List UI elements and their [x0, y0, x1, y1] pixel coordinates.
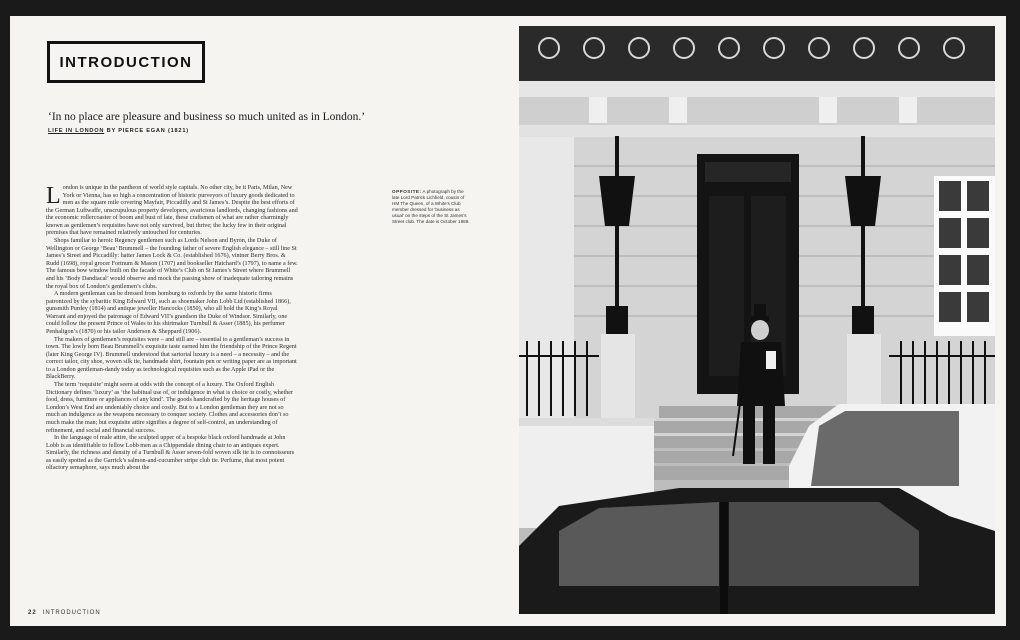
chapter-title-box — [47, 41, 205, 83]
page-number: 22 — [28, 610, 37, 616]
epigraph-quote: ‘In no place are pleasure and business so much united as in London.’ — [48, 111, 366, 123]
running-footer: INTRODUCTION — [42, 610, 101, 616]
body-paragraph: Shops familiar to heroic Regency gentlemen such as Lords Nelson and Byron, the Duke of Wellington or George ‘Beau’ Brummell – the founding father of severe English elegance – still line St James’s Street and Piccadilly: hatter James Lock & Co. (established 1676), vintner Berry Bros. & Rudd (1698), royal grocer Fortnum & Mason (1707) and bookseller Hatchard’s (1797), to name a few. The famous bow window built on the facade of White’s Club on St James’s Street where Brummell and his ‘Body Dandiacal’ would observe and mock the passing show of inadequate tailoring remains the royal box of London’s gentlemen’s clubs. — [46, 238, 298, 290]
body-paragraph: The term ‘requisite’ might seem at odds with the concept of a luxury. The Oxford English Dictionary defines ‘luxury’ as ‘the habitual use of, or indulgence in what is choice or costly, whether food, dress, furniture or appliances of any kind’. The goods handcrafted by the heritage houses of London’s West End are undeniably choice and costly. But to a London gentleman they are not so much an indulgence as the weapons necessary to conquer society. Clothes and accessories don’t so much make the man; but exquisite attire signifies a degree of self-control, an understanding of refinement, and social and financial success. — [46, 382, 294, 434]
club-photograph — [519, 26, 995, 614]
photo-caption — [392, 189, 470, 225]
drop-cap: L — [46, 183, 61, 209]
epigraph-source — [48, 128, 189, 134]
body-paragraph: The makers of gentlemen’s requisites were – and still are – essential to a gentleman’s success in town. The lowly born Beau Brummell’s exquisite taste earned him the friendship of the Prince Regent (later King George IV). Brummell understood that sartorial luxury is a need – a necessity – and the correct tailor, city shoe, woven silk tie, handmade shirt, fountain pen or writing paper are as important to a London gentleman-dandy today as technological requisites such as the Apple iPad or the BlackBerry. — [46, 336, 297, 381]
book-spread — [10, 16, 1006, 626]
page-folio — [28, 610, 101, 616]
body-paragraph: London is unique in the pantheon of world style capitals. No other city, be it Paris, Milan, New York or Vienna, has so high a concentration of historic purveyors of luxury goods dedicated to men as the square mile covering Mayfair, Piccadilly and St James’s. Despite the best efforts of the German Luftwaffe, unscrupulous property developers, avaricious landlords, changing fashions and the economic rollercoaster of boom and bust of late, these craftsmen of what are rather charmingly known as gentlemen’s requisites have not only survived, but thrive; the lucky few in their original premises that have remained relatively untouched for centuries. — [46, 183, 298, 237]
body-text-column — [46, 185, 298, 473]
body-paragraph: A modern gentleman can be dressed from homburg to oxfords by the same historic firms patronized by the sybaritic King Edward VII, such as shoemaker John Lobb Ltd (established 1866), gunsmith Purdey (1814) and antique jeweller Hancocks (1850), who all hold the King’s Royal Warrant and enjoyed the patronage of Edward VII’s grandson the Duke of Windsor. Similarly, one could follow the present Prince of Wales to his shirtmaker Turnbull & Asser (1885), his perfumer Penhaligon’s (1870) or his tailor Anderson & Sheppard (1906). — [46, 291, 291, 335]
body-paragraph: In the language of male attire, the sculpted upper of a bespoke black oxford handmade at John Lobb is as identifiable to fellow Lobb men as a Chippendale dining chair to an antiques expert. Similarly, the richness and density of a Turnbull & Asser seven-fold woven silk tie is to connoisseurs as easily spotted as the Garrick’s salmon-and-cucumber stripe club tie. Perfume, that most potent olfactory semaphore, says much about the — [46, 435, 295, 472]
caption-text: A photograph by the late Lord Patrick Lichfield, cousin of HM The Queen, of a White’s Club member dressed for ‘business as usual’ on the steps of the St James’s Street club. The date is October 1989. — [392, 189, 470, 224]
photograph-illustration — [519, 26, 995, 614]
source-author: BY PIERCE EGAN (1821) — [104, 128, 189, 134]
source-work-title: LIFE IN LONDON — [48, 128, 105, 134]
chapter-title: INTRODUCTION — [59, 53, 193, 71]
caption-label: OPPOSITE: — [392, 189, 422, 194]
